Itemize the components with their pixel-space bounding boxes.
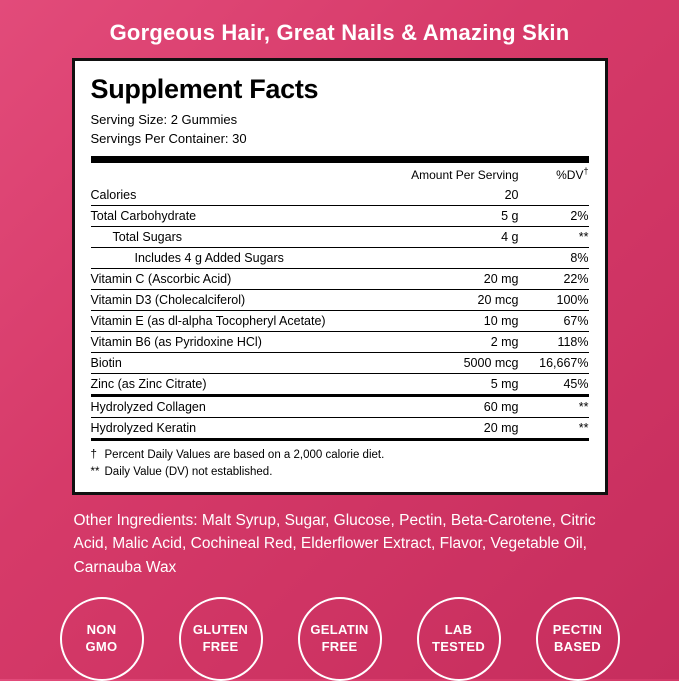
nutrient-amount: 10 mg: [384, 311, 518, 332]
table-row: [91, 248, 589, 269]
badge-pectin-based: [536, 597, 620, 681]
nutrition-table-secondary-body: [91, 397, 589, 438]
supplement-facts-panel: [72, 58, 608, 495]
divider-thick-top: [91, 156, 589, 163]
nutrient-name: Zinc (as Zinc Citrate): [90, 377, 207, 392]
nutrient-dv: **: [578, 421, 589, 436]
nutrient-amount: [384, 248, 518, 269]
table-row: [91, 311, 589, 332]
header-dv: [519, 163, 589, 185]
header-dv-label: %DV: [556, 168, 584, 183]
badge-line-1: NON: [86, 622, 117, 638]
nutrient-name: Hydrolyzed Collagen: [91, 397, 420, 418]
badge-line-2: GMO: [85, 639, 118, 655]
badge-line-2: FREE: [202, 639, 239, 655]
nutrient-name: Vitamin E (as dl-alpha Tocopheryl Acetate): [91, 311, 385, 332]
table-row: [91, 185, 589, 206]
footnote-item: [91, 447, 589, 464]
badge-gluten-free: [179, 597, 263, 681]
nutrient-name: Calories: [91, 185, 385, 206]
servings-per-container-text: Servings Per Container: 30: [90, 131, 247, 147]
badge-line-1: PECTIN: [552, 622, 603, 638]
footnote-text: Percent Daily Values are based on a 2,000 calorie diet.: [104, 449, 385, 462]
nutrient-dv: 8%: [519, 248, 589, 269]
nutrient-name: Total Sugars: [91, 227, 385, 248]
badge-line-1: GLUTEN: [192, 622, 249, 638]
nutrient-name: Total Carbohydrate: [91, 206, 385, 227]
badge-non-gmo: [60, 597, 144, 681]
nutrient-dv: 100%: [519, 290, 589, 311]
other-ingredients-text: Other Ingredients: Malt Syrup, Sugar, Glucose, Pectin, Beta-Carotene, Citric Acid, Malic Acid, Cochineal Red, Elderflower Extract, Flavor, Vegetable Oil, Carnauba Wax: [73, 511, 596, 576]
badge-line-2: BASED: [553, 639, 601, 655]
nutrient-name: Hydrolyzed Keratin: [90, 421, 197, 436]
table-row: [91, 353, 589, 374]
table-row: [91, 397, 589, 418]
badge-line-2: TESTED: [431, 639, 486, 655]
badge-row: [60, 597, 620, 681]
nutrient-amount: 5 mg: [490, 377, 519, 392]
nutrient-amount: 20 mg: [384, 269, 518, 290]
badge-gelatin-free: [298, 597, 382, 681]
nutrient-dv: 45%: [563, 377, 589, 392]
table-row: [91, 290, 589, 311]
table-row: [91, 374, 589, 395]
table-row: [91, 206, 589, 227]
table-row: [91, 418, 589, 439]
nutrient-amount: 5 g: [384, 206, 518, 227]
badge-lab-tested: [417, 597, 501, 681]
nutrient-name: Biotin: [91, 353, 385, 374]
footnote-symbol: †: [90, 449, 97, 462]
nutrient-dv: 22%: [519, 269, 589, 290]
table-row: [91, 227, 589, 248]
serving-size-text: Serving Size: 2 Gummies: [90, 112, 238, 128]
footnote-symbol: **: [90, 466, 100, 479]
nutrient-name: Vitamin B6 (as Pyridoxine HCl): [91, 332, 385, 353]
nutrient-dv: **: [519, 397, 589, 418]
nutrient-name: Includes 4 g Added Sugars: [91, 248, 385, 269]
nutrient-dv: 16,667%: [519, 353, 589, 374]
nutrient-amount: 4 g: [384, 227, 518, 248]
table-row: [91, 332, 589, 353]
footnotes: [91, 441, 589, 482]
page-title: Gorgeous Hair, Great Nails & Amazing Skin: [109, 20, 570, 45]
nutrient-dv: [519, 185, 589, 206]
nutrient-dv: **: [519, 227, 589, 248]
header-dv-dagger: †: [583, 166, 589, 177]
nutrient-dv: 2%: [519, 206, 589, 227]
supplement-facts-title: Supplement Facts: [90, 74, 319, 104]
nutrient-dv: 67%: [519, 311, 589, 332]
header-spacer: [91, 163, 385, 185]
nutrient-amount: 20: [384, 185, 518, 206]
nutrient-amount: 60 mg: [419, 397, 518, 418]
nutrient-amount: 20 mg: [483, 421, 519, 436]
nutrient-amount: 20 mcg: [384, 290, 518, 311]
badge-line-1: LAB: [444, 622, 473, 638]
nutrient-name: Vitamin C (Ascorbic Acid): [91, 269, 385, 290]
footnote-text: Daily Value (DV) not established.: [104, 466, 273, 479]
table-row: [91, 269, 589, 290]
nutrient-amount: 5000 mcg: [384, 353, 518, 374]
table-header-row: [91, 163, 589, 185]
nutrition-table-secondary: [91, 397, 589, 438]
badge-line-1: GELATIN: [310, 622, 369, 638]
nutrition-table: [91, 163, 589, 394]
nutrient-name: Vitamin D3 (Cholecalciferol): [91, 290, 385, 311]
badge-line-2: FREE: [321, 639, 358, 655]
nutrition-table-body: [91, 163, 589, 394]
header-amount-per-serving: Amount Per Serving: [411, 168, 519, 183]
nutrient-dv: 118%: [519, 332, 589, 353]
footnote-item: [91, 464, 589, 481]
nutrient-amount: 2 mg: [384, 332, 518, 353]
